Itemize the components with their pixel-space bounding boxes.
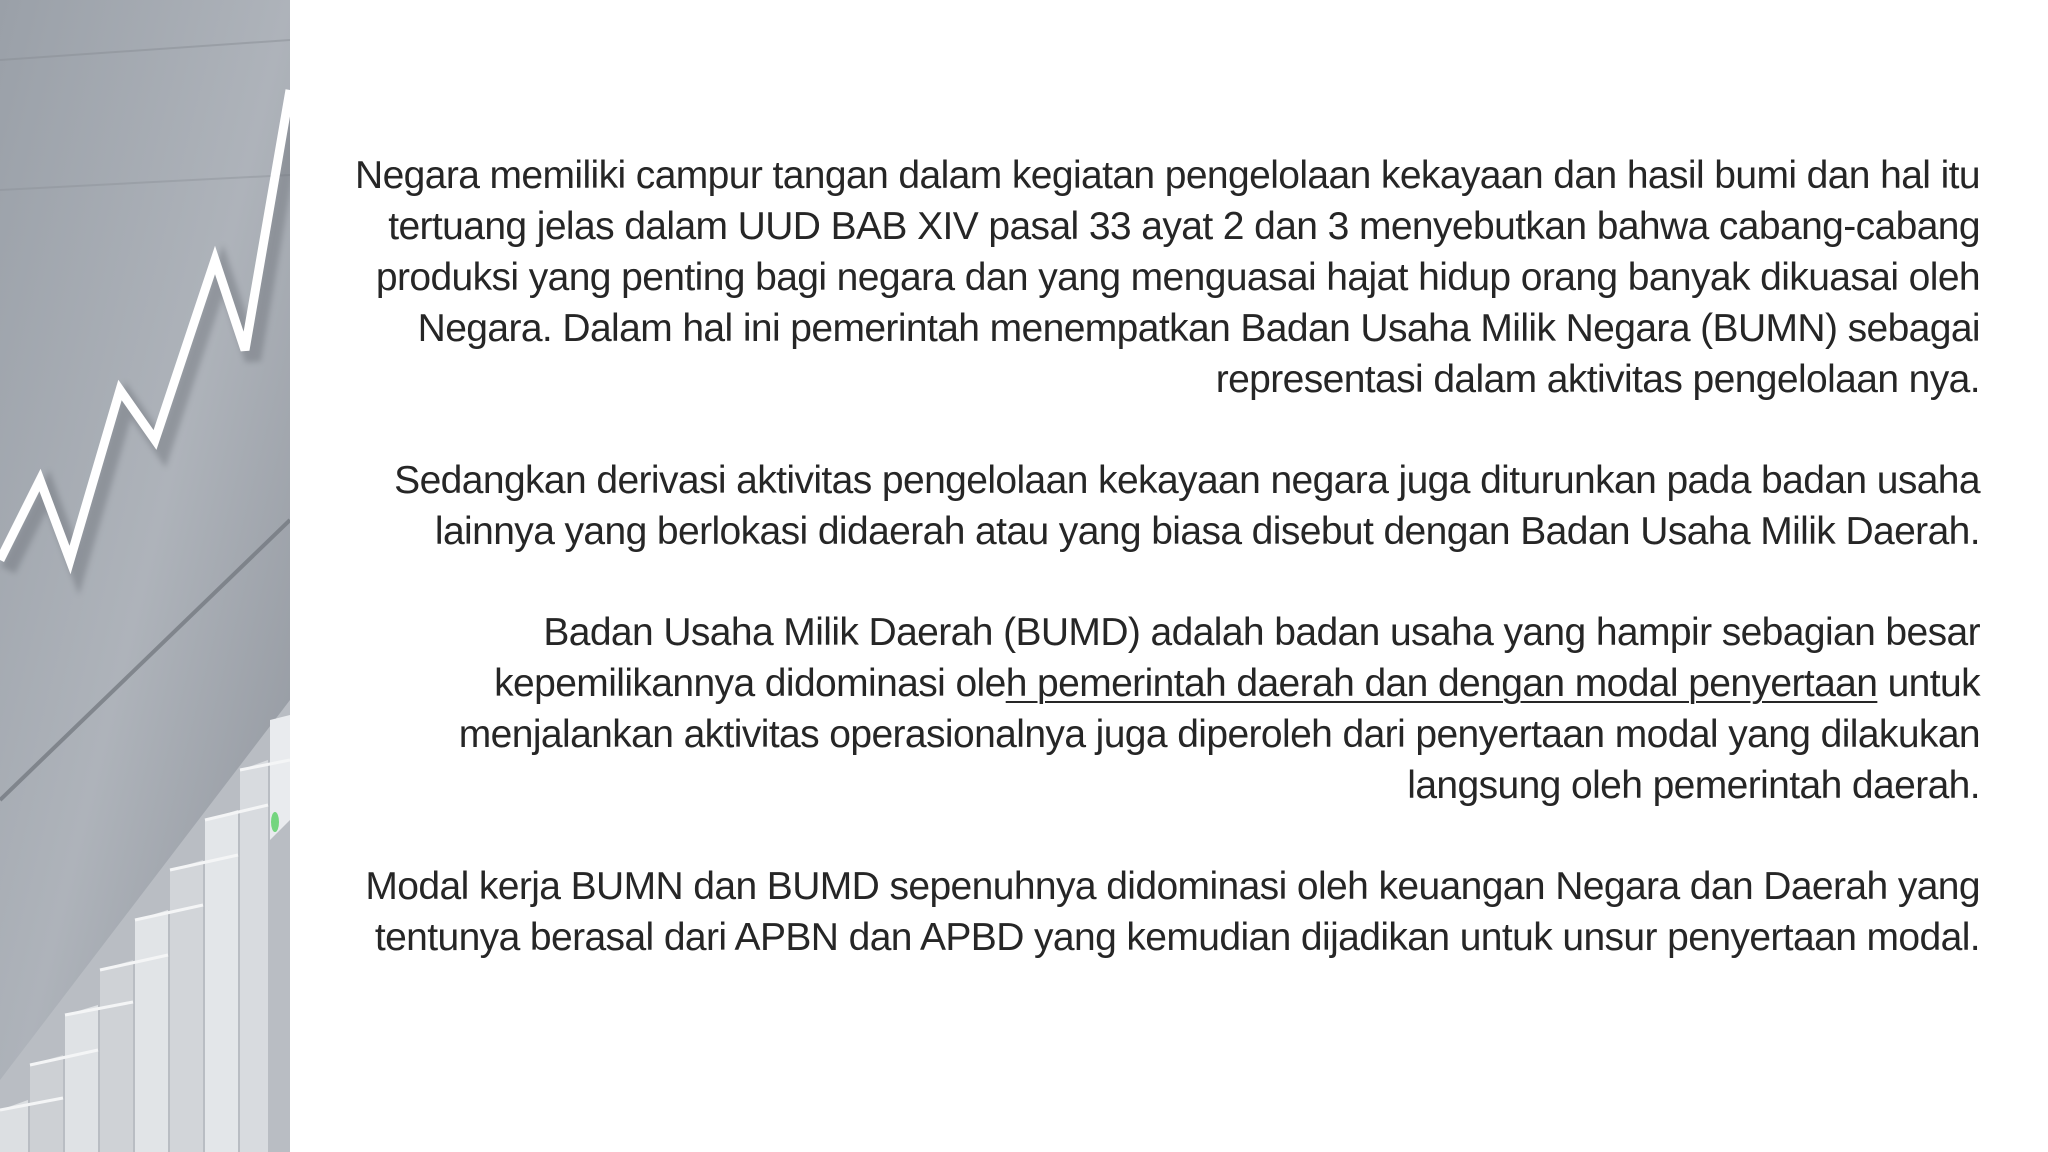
growth-stairs-photo — [0, 0, 290, 1152]
paragraph-bumd-after: untuk menjalankan aktivitas operasionalnya juga diperoleh dari penyertaan modal yang dilakukan langsung oleh pemerintah daerah. — [458, 662, 1980, 807]
paragraph-modal-kerja: Modal kerja BUMN dan BUMD sepenuhnya didominasi oleh keuangan Negara dan Daerah yang tentunya berasal dari APBN dan APBD yang kemudian dijadikan untuk unsur penyertaan modal. — [365, 865, 1980, 959]
main-text — [330, 150, 1980, 1013]
growth-arrow-stairs-icon — [0, 0, 290, 1152]
paragraph-bumn: Negara memiliki campur tangan dalam kegiatan pengelolaan kekayaan dan hasil bumi dan hal itu tertuang jelas dalam UUD BAB XIV pasal 33 ayat 2 dan 3 menyebutkan bahwa cabang-cabang produksi yang penting bagi negara dan yang menguasai hajat hidup orang banyak dikuasai oleh Negara. Dalam hal ini pemerintah menempatkan Badan Usaha Milik Negara (BUMN) sebagai representasi dalam aktivitas pengelolaan nya. — [355, 154, 1980, 401]
paragraph-derivasi: Sedangkan derivasi aktivitas pengelolaan kekayaan negara juga diturunkan pada badan usaha lainnya yang berlokasi didaerah atau yang biasa disebut dengan Badan Usaha Milik Daerah. — [394, 459, 1980, 553]
paragraph-bumd-before: Badan Usaha Milik Daerah (BUMD) adalah badan usaha yang hampir sebagian besar kepemilikannya didominasi ole — [494, 611, 1980, 705]
paragraph-bumd — [330, 607, 1980, 811]
paragraph-bumd-underlined: h pemerintah daerah dan dengan modal penyertaan — [1005, 662, 1878, 705]
